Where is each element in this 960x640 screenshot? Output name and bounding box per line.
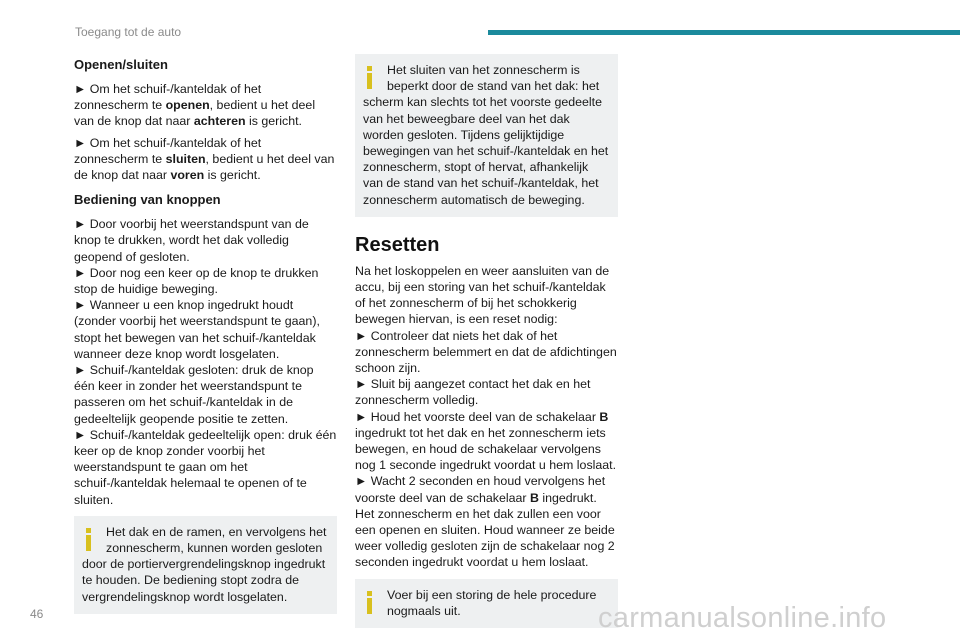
list-item: ► Door nog een keer op de knop te drukken stop de huidige beweging. <box>74 265 319 297</box>
section-heading-open-close: Openen/sluiten <box>74 57 168 72</box>
list-item: ► Wanneer u een knop ingedrukt houdt (zonder voorbij het weerstandspunt te gaan), stopt het bewegen van het schuif-/kanteldak wanneer deze knop wordt losgelaten. <box>74 298 320 361</box>
info-text: Het sluiten van het zonnescherm is beperkt door de stand van het dak: het scherm kan slechts tot het voorste gedeelte van het beweegbare deel van het dak worden gesloten. Tijdens gelijktijdige bewegingen van het schuif-/kanteldak en het zonnescherm, stopt of hervat, afhankelijk van de stand van het schuif-/kanteldak, het zonnescherm automatisch de beweging. <box>363 63 609 207</box>
section-heading-buttons: Bediening van knoppen <box>74 192 221 208</box>
list-item: ► Controleer dat niets het dak of het zonnescherm belemmert en dat de afdichtingen schoon zijn. <box>355 328 617 376</box>
paragraph-close: ► Om het schuif-/kanteldak of het zonnescherm te sluiten, bedient u het deel van de knop dat naar voren is gericht. <box>74 135 335 183</box>
right-column <box>355 52 618 628</box>
header-accent-bar <box>488 30 960 35</box>
info-box <box>355 579 618 628</box>
paragraph-open: ► Om het schuif-/kanteldak of het zonnescherm te openen, bedient u het deel van de knop dat naar achteren is gericht. <box>74 82 316 129</box>
info-text: Voer bij een storing de hele procedure nogmaals uit. <box>387 587 597 618</box>
list-item: ► Sluit bij aangezet contact het dak en het zonnescherm volledig. <box>355 377 591 408</box>
info-icon <box>363 587 379 615</box>
list-item: ► Schuif-/kanteldak gedeeltelijk open: druk één keer op de knop zonder voorbij het weerstandspunt te gaan om het schuif-/kanteldak helemaal te openen of te sluiten. <box>74 427 337 507</box>
section-heading-reset: Resetten <box>355 233 440 256</box>
list-item: ► Wacht 2 seconden en houd vervolgens het voorste deel van de schakelaar B ingedrukt. <box>355 474 606 505</box>
info-box <box>355 54 618 217</box>
running-header: Toegang tot de auto <box>75 25 182 39</box>
list-item: ► Houd het voorste deel van de schakelaar B ingedrukt tot het dak en het zonnescherm iets bewegen, en houd de schakelaar vervolgens nog 1 seconde ingedrukt voordat u hem loslaat. <box>355 409 617 473</box>
info-text: Het dak en de ramen, en vervolgens het zonnescherm, kunnen worden gesloten door de portiervergrendelingsknop ingedrukt te houden. De bediening stopt zodra de vergrendelingsknop wordt losgelaten. <box>82 524 327 604</box>
left-column <box>74 52 337 614</box>
info-icon <box>363 62 379 90</box>
page-number: 46 <box>30 607 44 621</box>
info-icon <box>82 524 98 552</box>
watermark: carmanualsonline.info <box>598 602 887 634</box>
list-item: ► Schuif-/kanteldak gesloten: druk de knop één keer in zonder het weerstandspunt te passeren om het schuif-/kanteldak in de gedeeltelijk geopende positie te zetten. <box>74 363 314 426</box>
paragraph-reset-intro: Na het loskoppelen en weer aansluiten van de accu, bij een storing van het schuif-/kanteldak of het zonnescherm of bij het schokkerig bewegen hiervan, is een reset nodig: <box>355 263 610 327</box>
info-box <box>74 516 337 614</box>
paragraph-reset-result: Het zonnescherm en het dak zullen een voor een openen en sluiten. Houd wanneer ze beide weer volledig gesloten zijn de schakelaar nog 2 seconden ingedrukt voordat u hem loslaat. <box>355 506 615 570</box>
list-item: ► Door voorbij het weerstandspunt van de knop te drukken, wordt het dak volledig geopend of gesloten. <box>74 217 309 264</box>
